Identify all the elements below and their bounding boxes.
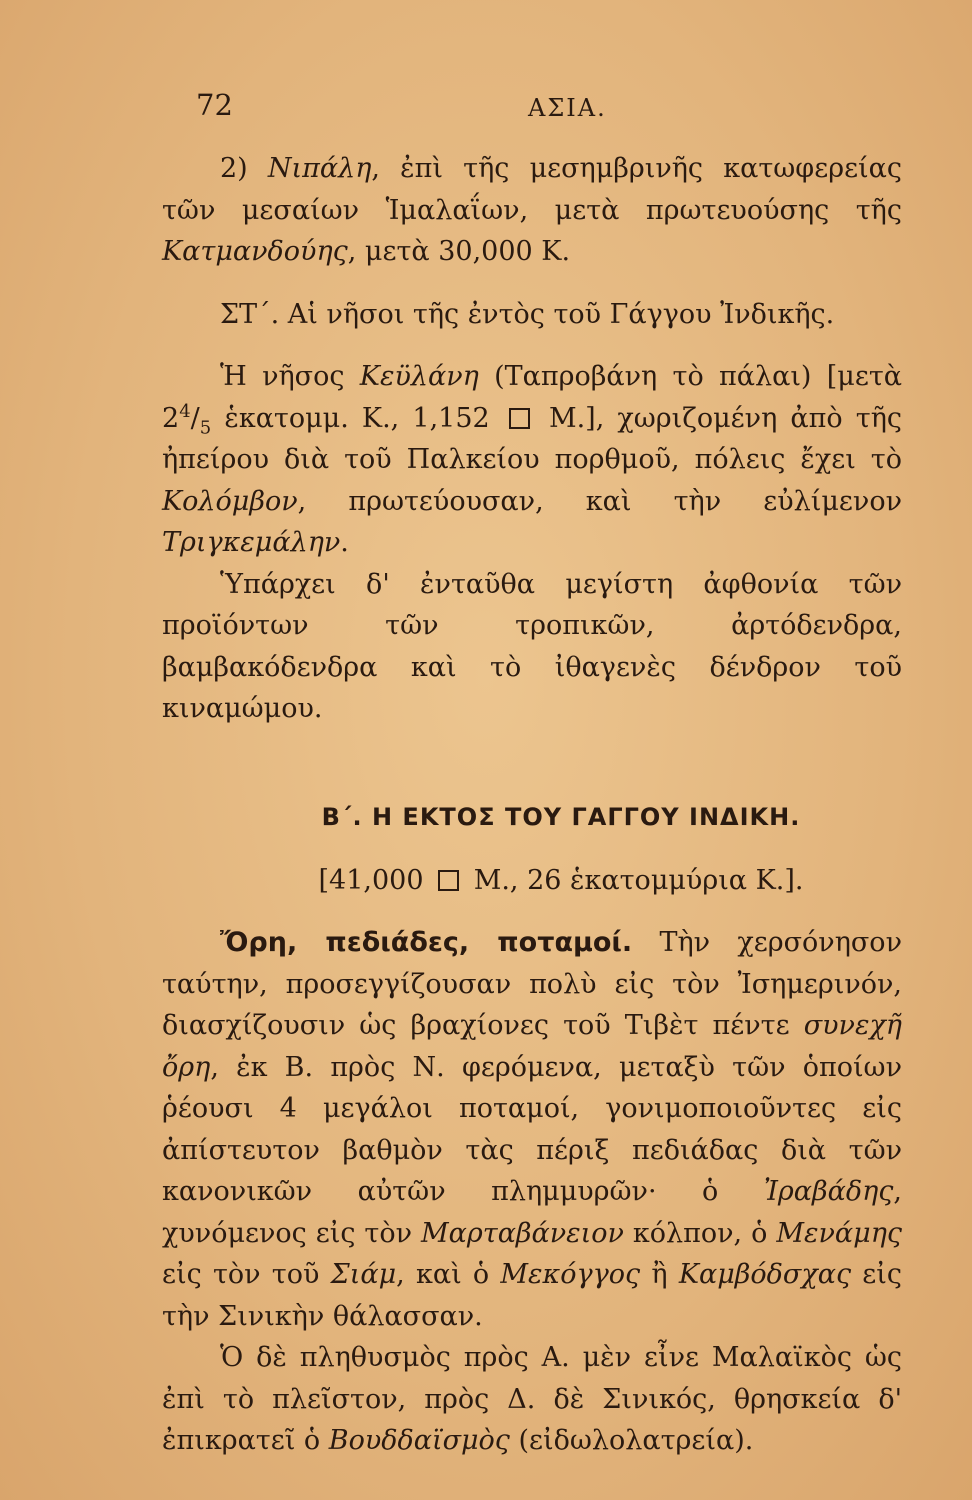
subheading-text: [41,000 (318, 864, 433, 896)
population-text-end: (εἰδωλολατρεία). (509, 1425, 754, 1456)
term-continuous-mountains: συνεχῆ ὄρη (162, 1010, 902, 1083)
paragraph-ceylon (162, 356, 902, 564)
term-kathmandu: Κατμανδούης (162, 236, 348, 267)
subheading-text-end: Μ., 26 ἑκατομμύρια Κ.]. (465, 864, 804, 896)
ceylon-text: Ἡ νῆσος (220, 361, 360, 392)
term-martaban: Μαρταβάνειον (421, 1217, 624, 1249)
mountains-text-6: , καὶ ὁ (396, 1259, 501, 1290)
section-heading-islands: ΣΤ΄. Αἱ νῆσοι τῆς ἐντὸς τοῦ Γάγγου Ἰνδικῆς. (220, 298, 835, 330)
mountains-text-3: , χυνόμενος εἰς τὸν (162, 1176, 902, 1249)
page-number: 72 (196, 88, 233, 122)
term-siam: Σιάμ (330, 1259, 397, 1290)
mountains-text-8: εἰς τὴν Σινικὴν θάλασσαν. (162, 1259, 903, 1332)
mountains-text-4: κόλπον, ὁ (623, 1217, 777, 1249)
fraction-numerator: 4 (179, 400, 191, 422)
mountains-text: Τὴν χερσόνησον ταύτην, προσεγγίζουσαν πολὺ εἰς τὸν Ἰσημερινόν, διασχίζουσιν ὡς βραχίονες τοῦ Τιβὲτ πέντε (162, 927, 902, 1041)
nepal-text-end: , μετὰ 30,000 Κ. (347, 236, 571, 267)
population-text: Ὁ δὲ πληθυσμὸς πρὸς Α. μὲν εἶνε Μαλαϊκὸς ὡς ἐπὶ τὸ πλεῖστον, πρὸς Δ. δὲ Σινικός, θρησκεία δ' ἐπικρατεῖ ὁ (162, 1342, 902, 1456)
term-menam: Μενάμης (776, 1217, 902, 1249)
term-buddhism: Βουδδαϊσμὸς (328, 1425, 510, 1456)
ceylon-text-2: (Ταπροβάνη τὸ πάλαι) [μετὰ 2 (162, 361, 902, 434)
paragraph-population (162, 1337, 902, 1462)
ceylon-text-5: , πρωτεύουσαν, καὶ τὴν εὐλίμενον (297, 485, 902, 517)
fraction-denominator: 5 (199, 416, 212, 438)
spacer (162, 756, 902, 798)
mountains-text-5: εἰς τὸν τοῦ (162, 1259, 331, 1290)
chapter-subheading (162, 860, 902, 902)
term-colombo: Κολόμβον (162, 485, 298, 517)
term-ceylon: Κεϋλάνη (359, 361, 479, 392)
page-body (162, 148, 902, 1462)
paragraph-lead: Ὄρη, πεδιάδες, ποταμοί. (220, 927, 633, 958)
term-mekong: Μεκόγγος (500, 1259, 641, 1290)
page-header (0, 88, 972, 128)
paragraph-products: Ὑπάρχει δ' ἐνταῦθα μεγίστη ἀφθονία τῶν προϊόντων τῶν τροπικῶν, ἀρτόδενδρα, βαμβακόδενδρα καὶ τὸ ἰθαγενὲς δένδρον τοῦ κιναμώμου. (162, 568, 902, 724)
chapter-heading-indochina: Β΄. Η ΕΚΤΟΣ ΤΟΥ ΓΑΓΓΟΥ ΙΝΔΙΚΗ. (321, 803, 801, 831)
term-trincomalee: Τριγκεμάλην (162, 527, 341, 558)
paragraph-nepal (162, 148, 902, 273)
mountains-text-7: ἢ (640, 1259, 679, 1290)
ceylon-text-3: ἑκατομμ. Κ., 1,152 (211, 402, 503, 434)
item-number: 2) (220, 153, 268, 184)
ceylon-text-6: . (340, 527, 349, 558)
term-cambodia: Καμβόδσχας (678, 1259, 852, 1290)
paragraph-mountains-rivers (162, 922, 902, 1337)
nepal-text: , ἐπὶ τῆς μεσημβρινῆς κατωφερείας τῶν μεσαίων Ἱμαλαΐων, μετὰ πρωτευούσης τῆς (162, 153, 902, 226)
term-nepal: Νιπάλη (267, 153, 372, 184)
square-miles-icon (438, 870, 459, 891)
mountains-text-2: , ἐκ Β. πρὸς Ν. φερόμενα, μεταξὺ τῶν ὁποίων ῥέουσι 4 μεγάλοι ποταμοί, γονιμοποιοῦντες εἰς ἀπίστευτον βαθμὸν τὰς πέριξ πεδιάδας διὰ τῶν κανονικῶν αὐτῶν πλημμυρῶν· ὁ (162, 1051, 902, 1207)
fraction-separator: / (190, 402, 200, 434)
square-miles-icon (509, 408, 530, 429)
term-irrawaddy: Ἰραβάδης (763, 1176, 894, 1207)
ceylon-text-4: Μ.], χωριζομένη ἀπὸ τῆς ἠπείρου διὰ τοῦ Παλκείου πορθμοῦ, πόλεις ἔχει τὸ (162, 402, 902, 475)
running-head: ΑΣΙΑ. (528, 94, 607, 122)
